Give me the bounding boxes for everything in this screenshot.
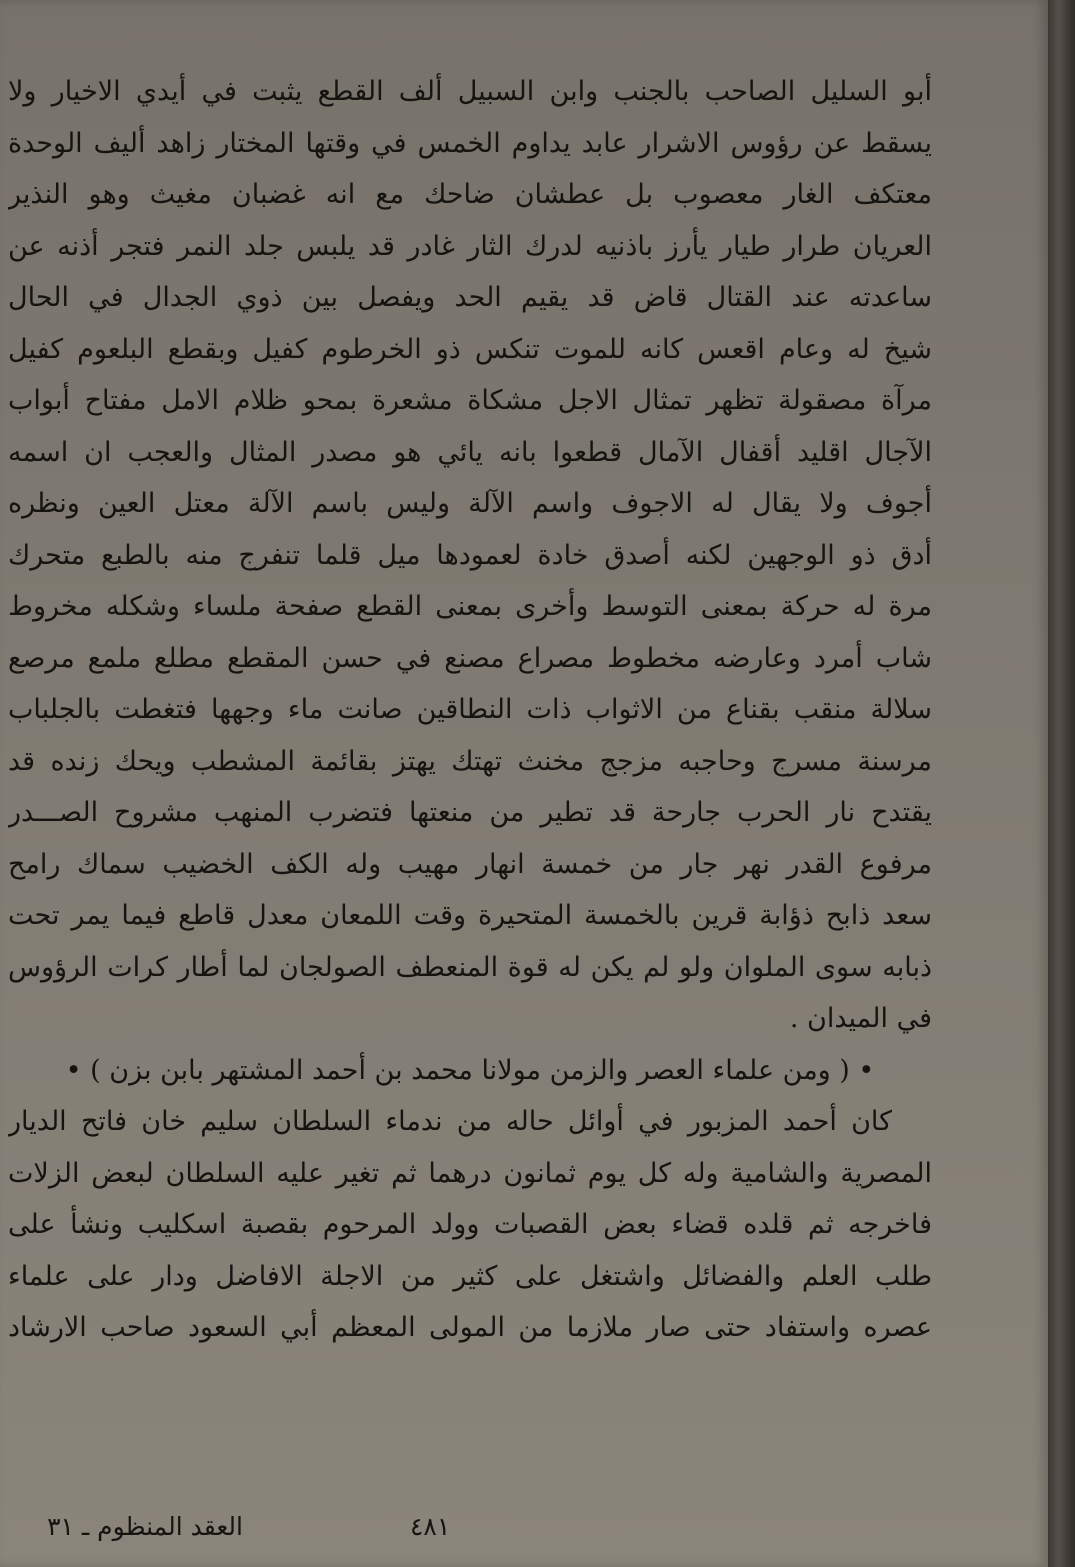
text-line-last: في الميدان . [789,1003,932,1034]
text-line: الآجال اقليد أقفال الآمال قطعوا بانه يائي هو مصدر المثال والعجب ان اسمه [8,436,932,468]
text-line: أجوف ولا يقال له الاجوف واسم الآلة وليس باسم الآلة معتل العين ونظره [8,488,932,519]
running-title: العقد المنظوم ـ ٣١ [47,1512,243,1541]
section-first-line: كان أحمد المزبور في أوائل حاله من ندماء السلطان سليم خان فاتح الديار [8,1106,892,1137]
text-line: مرة له حركة بمعنى التوسط وأخرى بمعنى القطع صفحة ملساء وشكله مخروط [8,591,932,622]
text-line: مرآة مصقولة تظهر تمثال الاجل مشكاة مشعرة بمحو ظلام الامل مفتاح أبواب [8,385,932,416]
text-line: يسقط عن رؤوس الاشرار عابد يداوم الخمس في وقتها المختار زاهد أليف الوحدة [8,127,932,159]
text-line: أبو السليل الصاحب بالجنب وابن السبيل ألف القطع يثبت في أيدي الاخيار ولا [8,76,932,107]
section-line: عصره واستفاد حتى صار ملازما من المولى المعظم أبي السعود صاحب الارشاد [8,1312,932,1343]
page-footer [0,1512,1048,1552]
section-line: المصرية والشامية وله كل يوم ثمانون درهما ثم تغير عليه السلطان لبعض الزلات [8,1157,932,1189]
section-line: طلب العلم والفضائل واشتغل على كثير من الاجلة الافاضل ودار على علماء [8,1260,932,1292]
text-line: سعد ذابح ذؤابة قرين بالخمسة المتحيرة وقت اللمعان معدل قاطع فيما يمر تحت [8,900,932,931]
text-line: ساعدته عند القتال قاض قد يقيم الحد ويفصل بين ذوي الجدال في الحال [8,282,932,313]
text-line: العريان طرار طيار يأرز باذنيه لدرك الثار غادر قد يلبس جلد النمر فتجر أذنه عن [8,230,932,262]
text-line: أدق ذو الوجهين لكنه أصدق خادة لعمودها ميل قلما تنفرج منه بالطبع متحرك [8,539,932,571]
text-line: مرفوع القدر نهر جار من خمسة انهار مهيب وله الكف الخضيب سماك رامح [8,848,932,880]
text-line: مرسنة مسرج وحاجبه مزجج مخنث تهتك يهتز بقائمة المشطب ويحك زنده قد [8,745,932,777]
text-line: معتكف الغار معصوب بل عطشان ضاحك مع انه غضبان مغيث وهو النذير [8,179,932,210]
text-line: ذبابه سوى الملوان ولو لم يكن له قوة المنعطف الصولجان لما أطار كرات الرؤوس [8,951,932,983]
page-number: ٤٨١ [410,1512,451,1541]
text-line: شاب أمرد وعارضه مخطوط مصراع مصنع في حسن المقطع مطلع ملمع مرصع [8,642,932,674]
page-text [8,66,932,1354]
section-heading: • ( ومن علماء العصر والزمن مولانا محمد بن أحمد المشتهر بابن بزن ) • [65,1054,875,1086]
text-line: سلالة منقب بقناع من الاثواب ذات النطاقين صانت ماء وجهها فتغطت بالجلباب [8,694,932,725]
section-line: فاخرجه ثم قلده قضاء بعض القصبات وولد المرحوم بقصبة اسكليب ونشأ على [8,1209,932,1240]
page-edge-shadow [1048,0,1075,1567]
text-line: شيخ له وعام اقعس كانه للموت تنكس ذو الخرطوم كفيل وبقطع البلعوم كفيل [8,333,932,365]
text-line: يقتدح نار الحرب جارحة قد تطير من منعتها فتضرب المنهب مشروح الصـــدر [8,797,932,828]
